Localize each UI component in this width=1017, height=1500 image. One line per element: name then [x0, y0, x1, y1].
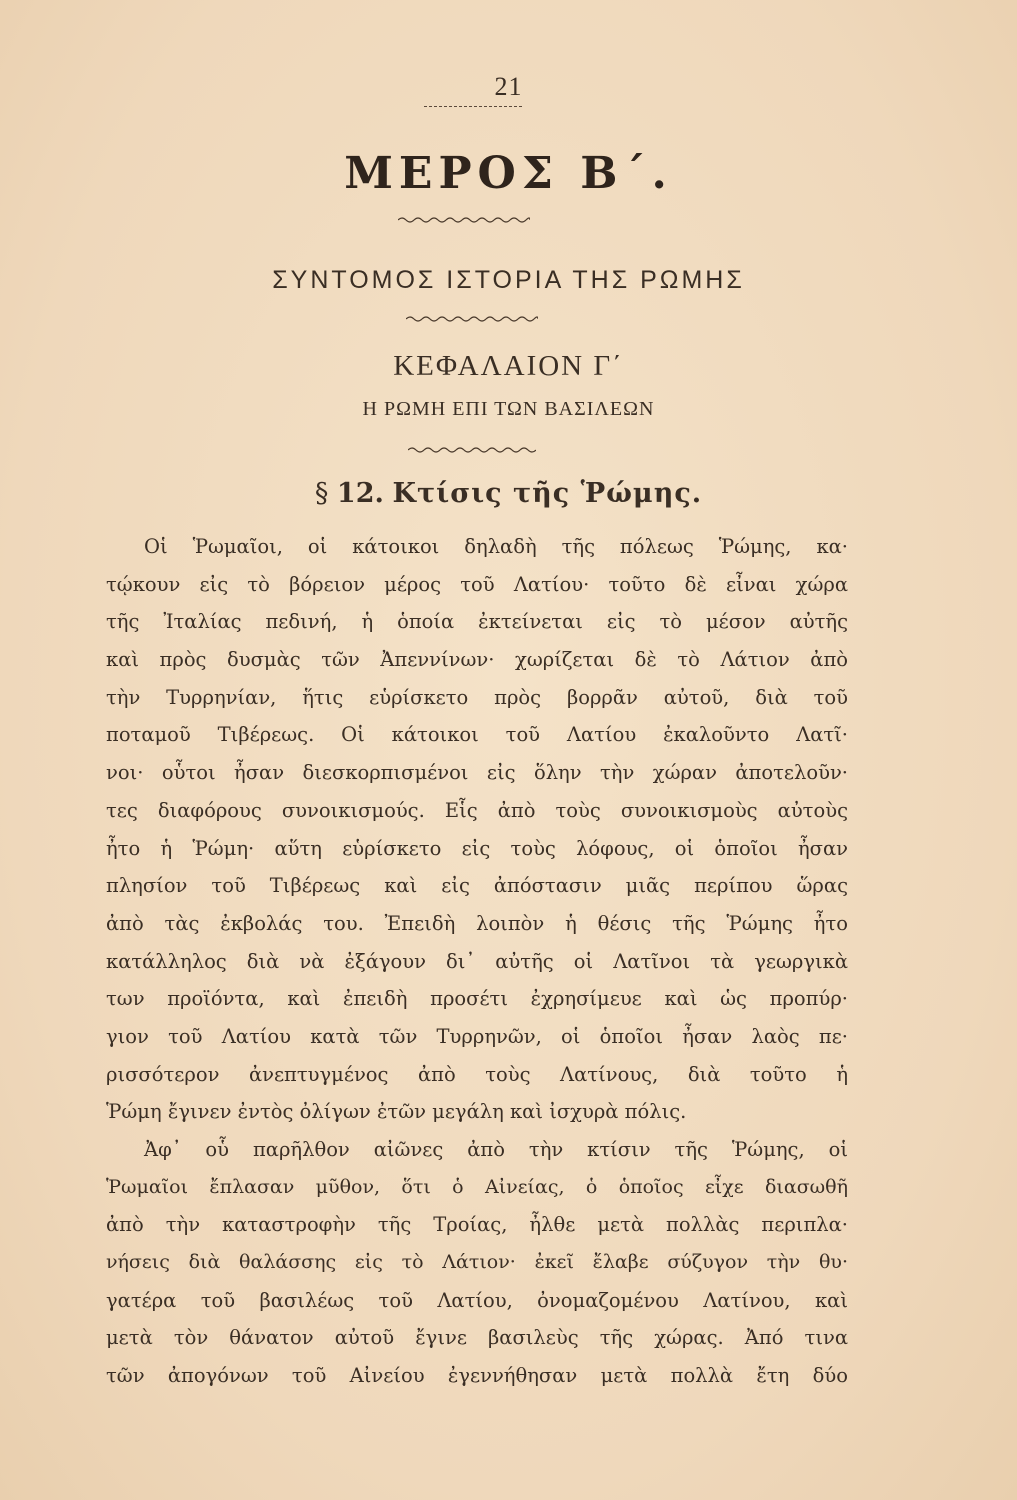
text-line: τῴκουν εἰς τὸ βόρειον μέρος τοῦ Λατίου· τοῦτο δὲ εἶναι χώρα	[106, 572, 848, 596]
page-number: 21	[494, 72, 523, 101]
text-line: τῶν ἀπογόνων τοῦ Αἰνείου ἐγεννήθησαν μετὰ πολλὰ ἔτη δύο	[106, 1364, 848, 1388]
text-line: νοι· οὗτοι ἦσαν διεσκορπισμένοι εἰς ὅλην τὴν χώραν ἀποτελοῦν·	[106, 761, 848, 785]
part-title: ΜΕΡΟΣ Β΄.	[344, 148, 673, 199]
text-line: τὴν Τυρρηνίαν, ἥτις εὑρίσκετο πρὸς βορρᾶν αὐτοῦ, διὰ τοῦ	[106, 685, 848, 709]
chapter-subtitle: Η ΡΩΜΗ ΕΠΙ ΤΩΝ ΒΑΣΙΛΕΩΝ	[362, 398, 655, 420]
text-line: κατάλληλος διὰ νὰ ἐξάγουν δι᾽ αὐτῆς οἱ Λατῖνοι τὰ γεωργικὰ	[106, 949, 848, 973]
wavy-divider	[406, 315, 538, 323]
text-line: ρισσότερον ἀνεπτυγμένος ἀπὸ τοὺς Λατίνους, διὰ τοῦτο ἡ	[106, 1062, 848, 1086]
page-number-rule	[424, 106, 522, 107]
text-line: τῆς Ἰταλίας πεδινή, ἡ ὁποία ἐκτείνεται εἰς τὸ μέσον αὐτῆς	[106, 610, 848, 634]
text-line: νήσεις διὰ θαλάσσης εἰς τὸ Λάτιον· ἐκεῖ ἔλαβε σύζυγον τὴν θυ·	[106, 1251, 848, 1274]
paragraph-number: 12.	[336, 478, 384, 509]
wavy-divider	[408, 446, 536, 454]
text-line: γατέρα τοῦ βασιλέως τοῦ Λατίου, ὀνομαζομένου Λατίνου, καὶ	[106, 1288, 848, 1312]
paragraph-title: Κτίσις τῆς Ῥώμης.	[392, 478, 703, 509]
text-line: Ἀφ᾽ οὗ παρῆλθον αἰῶνες ἀπὸ τὴν κτίσιν τῆς Ῥώμης, οἱ	[144, 1138, 848, 1161]
wavy-divider	[398, 216, 530, 224]
text-line: ἀπὸ τὰς ἐκβολάς του. Ἐπειδὴ λοιπὸν ἡ θέσις τῆς Ῥώμης ἦτο	[106, 911, 848, 935]
text-line: ποταμοῦ Τιβέρεως. Οἱ κάτοικοι τοῦ Λατίου ἐκαλοῦντο Λατῖ·	[106, 723, 848, 747]
text-line: τες διαφόρους συνοικισμούς. Εἷς ἀπὸ τοὺς συνοικισμοὺς αὐτοὺς	[106, 798, 848, 822]
text-line: μετὰ τὸν θάνατον αὐτοῦ ἔγινε βασιλεὺς τῆς χώρας. Ἀπό τινα	[106, 1326, 848, 1350]
chapter-title: ΚΕΦΑΛΑΙΟΝ Γ΄	[393, 350, 624, 382]
text-line: ἀπὸ τὴν καταστροφὴν τῆς Τροίας, ἦλθε μετὰ πολλὰς περιπλα·	[106, 1213, 848, 1237]
paragraph-heading	[0, 478, 1017, 509]
body-text	[106, 528, 848, 1395]
section-title: ΣΥΝΤΟΜΟΣ ΙΣΤΟΡΙΑ ΤΗΣ ΡΩΜΗΣ	[272, 266, 745, 294]
text-line: καὶ πρὸς δυσμὰς τῶν Ἀπεννίνων· χωρίζεται δὲ τὸ Λάτιον ἀπὸ	[106, 648, 848, 672]
text-line: των προϊόντα, καὶ ἐπειδὴ προσέτι ἐχρησίμευε καὶ ὡς προπύρ·	[106, 987, 848, 1011]
text-line: πλησίον τοῦ Τιβέρεως καὶ εἰς ἀπόστασιν μιᾶς περίπου ὥρας	[106, 874, 848, 898]
text-line: γιον τοῦ Λατίου κατὰ τῶν Τυρρηνῶν, οἱ ὁποῖοι ἦσαν λαὸς πε·	[106, 1024, 848, 1048]
text-line: ἦτο ἡ Ῥώμη· αὕτη εὑρίσκετο εἰς τοὺς λόφους, οἱ ὁποῖοι ἦσαν	[106, 836, 848, 860]
text-line: Οἱ Ῥωμαῖοι, οἱ κάτοικοι δηλαδὴ τῆς πόλεως Ῥώμης, κα·	[144, 535, 848, 558]
text-line: Ῥώμη ἔγινεν ἐντὸς ὀλίγων ἐτῶν μεγάλη καὶ ἰσχυρὰ πόλις.	[106, 1100, 687, 1124]
section-symbol: §	[314, 478, 329, 509]
text-line: Ῥωμαῖοι ἔπλασαν μῦθον, ὅτι ὁ Αἰνείας, ὁ ὁποῖος εἶχε διασωθῆ	[106, 1175, 848, 1198]
